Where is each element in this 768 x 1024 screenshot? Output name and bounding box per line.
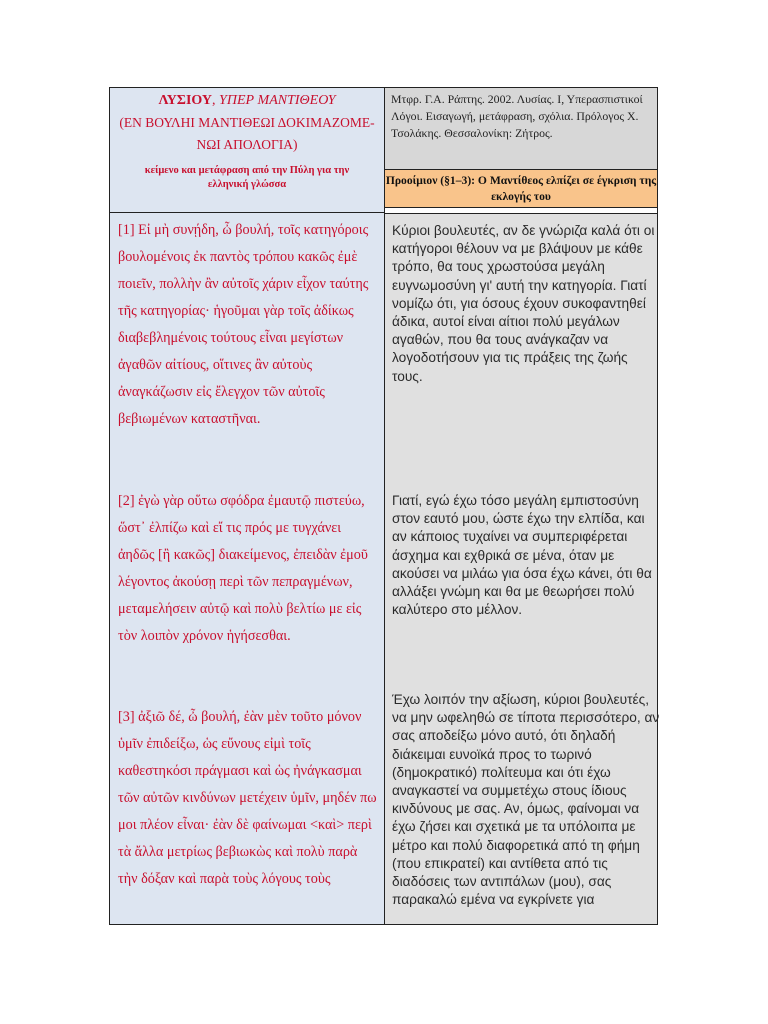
author-name: ΛΥΣΙΟΥ bbox=[158, 93, 213, 108]
greek-paragraph-1: [1] Εἰ μὴ συνῄδη, ὦ βουλή, τοῖς κατηγόροις βουλομένοις ἐκ παντὸς τρόπου κακῶς ἐμὲ ποιεῖν, πολλὴν ἂν αὐτοῖς χάριν εἶχον ταύτης τῆς κατηγορίας· ἡγοῦμαι γὰρ τοῖς ἀδίκως διαβεβλημένοις τούτους εἶναι μεγίστων ἀγαθῶν αἰτίους, οἵτινες ἂν αὐτοὺς ἀναγκάζωσιν εἰς ἔλεγχον τῶν αὐτοῖς βεβιωμένων καταστῆναι. bbox=[118, 222, 369, 427]
modern-paragraph-1: Κύριοι βουλευτές, αν δε γνώριζα καλά ότι οι κατήγοροι θέλουν να με βλάψουν με κάθε τρόπο, θα τους χρωστούσα μεγάλη ευγνωμοσύνη γι' αυτή την κατηγορία. Γιατί νομίζω ότι, για όσους έχουν συκοφαντηθεί άδικα, αυτοί είναι αίτιοι πολύ μεγάλων αγαθών, που θα τους ανάγκαζαν να λογοδοτήσουν για τις πράξεις της ζωής τους. bbox=[392, 223, 655, 384]
modern-greek-column bbox=[385, 88, 660, 924]
section-heading: Προοίμιον (§1–3): Ο Μαντίθεος ελπίζει σε έγκριση της εκλογής του bbox=[385, 170, 657, 208]
ancient-greek-column bbox=[110, 88, 385, 924]
modern-paragraph-3: Έχω λοιπόν την αξίωση, κύριοι βουλευτές, να μην ωφεληθώ σε τίποτα περισσότερο, αν σας αποδείξω μόνο αυτό, ότι δηλαδή διάκειμαι ευνοϊκά προς το τωρινό (δημοκρατικό) πολίτευμα και ότι έχω αναγκαστεί να συμμετέχω στους ίδιους κινδύνους με σας. Αν, όμως, φαίνομαι να έχω ζήσει και σχετικά με τα υπόλοιπα με μέτρο και πολύ διαφορετικά από τη φήμη (που επικρατεί) και αντίθετα από τις διαδόσεις των αντιπάλων (μου), σας παρακαλώ εμένα να εγκρίνετε για bbox=[392, 692, 660, 908]
work-name: ΥΠΕΡ ΜΑΝΤΙΘΕΟΥ bbox=[219, 93, 336, 108]
greek-paragraph-3: [3] ἀξιῶ δέ, ὦ βουλή, ἐὰν μὲν τοῦτο μόνον ὑμῖν ἐπιδείξω, ὡς εὔνους εἰμὶ τοῖς καθεστηκόσι πράγμασι καὶ ὡς ἠνάγκασμαι τῶν αὐτῶν κινδύνων μετέχειν ὑμῖν, μηδέν πω μοι πλέον εἶναι· ἐὰν δὲ φαίνωμαι <καὶ> περὶ τὰ ἄλλα μετρίως βεβιωκὼς καὶ πολὺ παρὰ τὴν δόξαν καὶ παρὰ τοὺς λόγους τοὺς bbox=[118, 709, 377, 887]
source-note: κείμενο και μετάφραση από την Πύλη για την ελληνική γλώσσα bbox=[144, 165, 350, 190]
title-cell bbox=[110, 88, 384, 213]
work-subtitle: (ΕΝ ΒΟΥΛΗΙ ΜΑΝΤΙΘΕΩΙ ΔΟΚΙΜΑΖΟΜΕ-ΝΩΙ ΑΠΟΛΟΓΙΑ) bbox=[119, 115, 375, 152]
bilingual-text-table bbox=[109, 87, 658, 925]
work-title: ΛΥΣΙΟΥ, ΥΠΕΡ ΜΑΝΤΙΘΕΟΥ bbox=[158, 93, 336, 108]
bibliography-cell: Μτφρ. Γ.Α. Ράπτης. 2002. Λυσίας. Ι, Υπερασπιστικοί Λόγοι. Εισαγωγή, μετάφραση, σχόλια. Πρόλογος Χ. Τσολάκης. Θεσσαλονίκη: Ζήτρος. bbox=[385, 88, 657, 170]
greek-paragraph-2: [2] ἐγὼ γὰρ οὕτω σφόδρα ἐμαυτῷ πιστεύω, ὥστ᾽ ἐλπίζω καὶ εἴ τις πρός με τυγχάνει ἀηδῶς [ἢ κακῶς] διακείμενος, ἐπειδὰν ἐμοῦ λέγοντος ἀκούσῃ περὶ τῶν πεπραγμένων, μεταμελήσειν αὐτῷ καὶ πολὺ βελτίω με εἰς τὸν λοιπὸν χρόνον ἡγήσεσθαι. bbox=[118, 493, 368, 644]
modern-paragraph-2: Γιατί, εγώ έχω τόσο μεγάλη εμπιστοσύνη στον εαυτό μου, ώστε έχω την ελπίδα, και αν κάποιος τυχαίνει να συμπεριφέρεται άσχημα και εχθρικά σε μένα, όταν με ακούσει να μιλάω για όσα έχω κάνει, ότι θα αλλάξει γνώμη και θα με θεωρήσει πολύ καλύτερο στο μέλλον. bbox=[392, 493, 652, 618]
